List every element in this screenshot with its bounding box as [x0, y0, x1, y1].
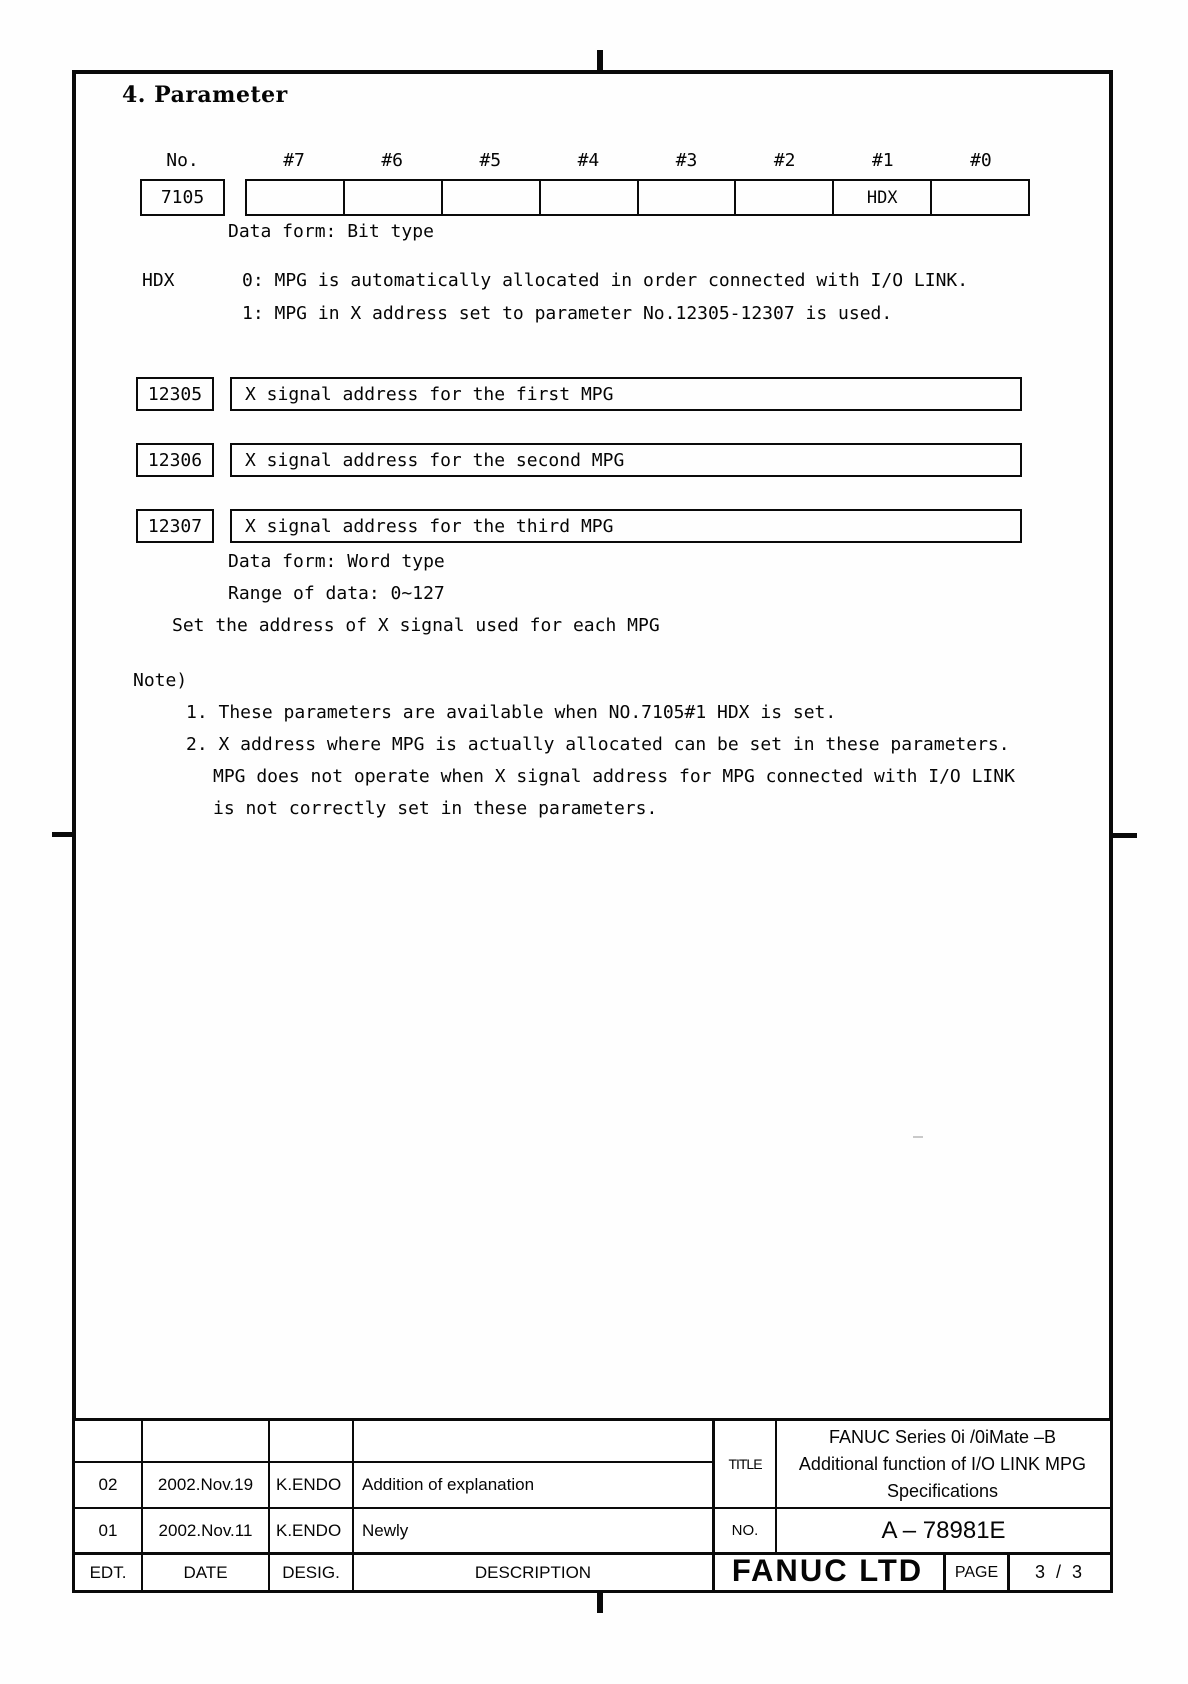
- parameter-description-12305: X signal address for the first MPG: [230, 377, 1022, 411]
- bit-label-0: #0: [970, 150, 992, 171]
- document-number-value: A – 78981E: [881, 1516, 1006, 1544]
- title-label: TITLE: [728, 1456, 762, 1472]
- bit-data-form-note: Data form: Bit type: [228, 221, 434, 242]
- registration-mark-bottom: [597, 1591, 603, 1613]
- bit-label-2: #2: [773, 150, 796, 171]
- company-logo: FANUC LTD: [731, 1552, 924, 1589]
- registration-mark-left: [52, 832, 74, 837]
- document-title-line-2: Additional function of I/O LINK MPG: [798, 1453, 1087, 1474]
- revision-edt-blank: [75, 1421, 141, 1461]
- bit-label-3: #3: [675, 150, 698, 171]
- revision-date-01: 2002.Nov.11: [158, 1520, 253, 1540]
- hdx-name-label: HDX: [142, 270, 175, 291]
- revision-date-blank: [143, 1421, 268, 1461]
- column-header-edt: EDT.: [89, 1562, 127, 1582]
- page-number-value: 3 / 3: [1034, 1562, 1086, 1582]
- bit-cell-6: [343, 181, 441, 214]
- bit-cell-7: [247, 181, 343, 214]
- note-item-2-continued-1: MPG does not operate when X signal address for MPG connected with I/O LINK: [213, 766, 1015, 787]
- note-item-2: 2. X address where MPG is actually allocated can be set in these parameters.: [186, 734, 1010, 755]
- parameter-description-12307: X signal address for the third MPG: [230, 509, 1022, 543]
- parameter-description-12306: X signal address for the second MPG: [230, 443, 1022, 477]
- set-address-note: Set the address of X signal used for each MPG: [172, 615, 660, 636]
- column-header-description: DESCRIPTION: [474, 1562, 592, 1582]
- page-border-frame: [72, 70, 1113, 1593]
- bit-cell-4: [539, 181, 637, 214]
- document-title-line-3: Specifications: [886, 1480, 999, 1501]
- bit-table-row: [245, 179, 1030, 216]
- revision-edt-01: 01: [98, 1520, 118, 1540]
- bit-label-7: #7: [283, 150, 305, 171]
- parameter-number-box-12307: 12307: [136, 509, 214, 543]
- column-header-date: DATE: [183, 1562, 228, 1582]
- bit-cell-0: [930, 181, 1028, 214]
- bit-cell-3: [637, 181, 735, 214]
- column-header-desig: DESIG.: [282, 1562, 340, 1582]
- hdx-value-0-text: 0: MPG is automatically allocated in order connected with I/O LINK.: [242, 270, 969, 291]
- note-label: Note): [133, 670, 188, 691]
- revision-desig-blank: [270, 1421, 352, 1461]
- parameter-number-box-12306: 12306: [136, 443, 214, 477]
- bit-cell-2: [734, 181, 832, 214]
- document-title-line-1: FANUC Series 0i /0iMate –B: [828, 1426, 1057, 1447]
- section-heading: 4. Parameter: [122, 82, 288, 108]
- revision-description-02: Addition of explanation: [362, 1475, 535, 1494]
- scan-artifact-dash: [913, 1136, 923, 1138]
- page-label: PAGE: [954, 1563, 999, 1581]
- document-number-label: NO.: [731, 1522, 759, 1539]
- bit-label-1: #1: [871, 150, 894, 171]
- bit-table-no-label: No.: [166, 150, 199, 171]
- revision-date-02: 2002.Nov.19: [157, 1475, 254, 1494]
- hdx-value-1-text: 1: MPG in X address set to parameter No.12305-12307 is used.: [242, 303, 893, 324]
- bit-label-6: #6: [381, 150, 404, 171]
- bit-table-bit-labels: [245, 150, 1030, 171]
- document-title: [775, 1421, 1110, 1507]
- word-data-form-note: Data form: Word type: [228, 551, 445, 572]
- revision-description-blank: [354, 1421, 712, 1461]
- revision-desig-01: K.ENDO: [276, 1520, 342, 1540]
- note-item-2-continued-2: is not correctly set in these parameters.: [213, 798, 658, 819]
- bit-cell-5: [441, 181, 539, 214]
- revision-description-01: Newly: [362, 1520, 409, 1540]
- revision-desig-02: K.ENDO: [276, 1475, 342, 1494]
- revision-edt-02: 02: [98, 1475, 118, 1494]
- bit-label-4: #4: [577, 150, 600, 171]
- note-item-1: 1. These parameters are available when NO.7105#1 HDX is set.: [186, 702, 837, 723]
- parameter-number-box-12305: 12305: [136, 377, 214, 411]
- range-of-data-note: Range of data: 0~127: [228, 583, 445, 604]
- bit-label-5: #5: [479, 150, 502, 171]
- parameter-number-box-7105: 7105: [140, 179, 225, 216]
- bit-cell-1-hdx: HDX: [832, 181, 930, 214]
- registration-mark-top: [597, 50, 603, 72]
- registration-mark-right: [1111, 833, 1137, 838]
- title-block: [72, 1418, 1113, 1593]
